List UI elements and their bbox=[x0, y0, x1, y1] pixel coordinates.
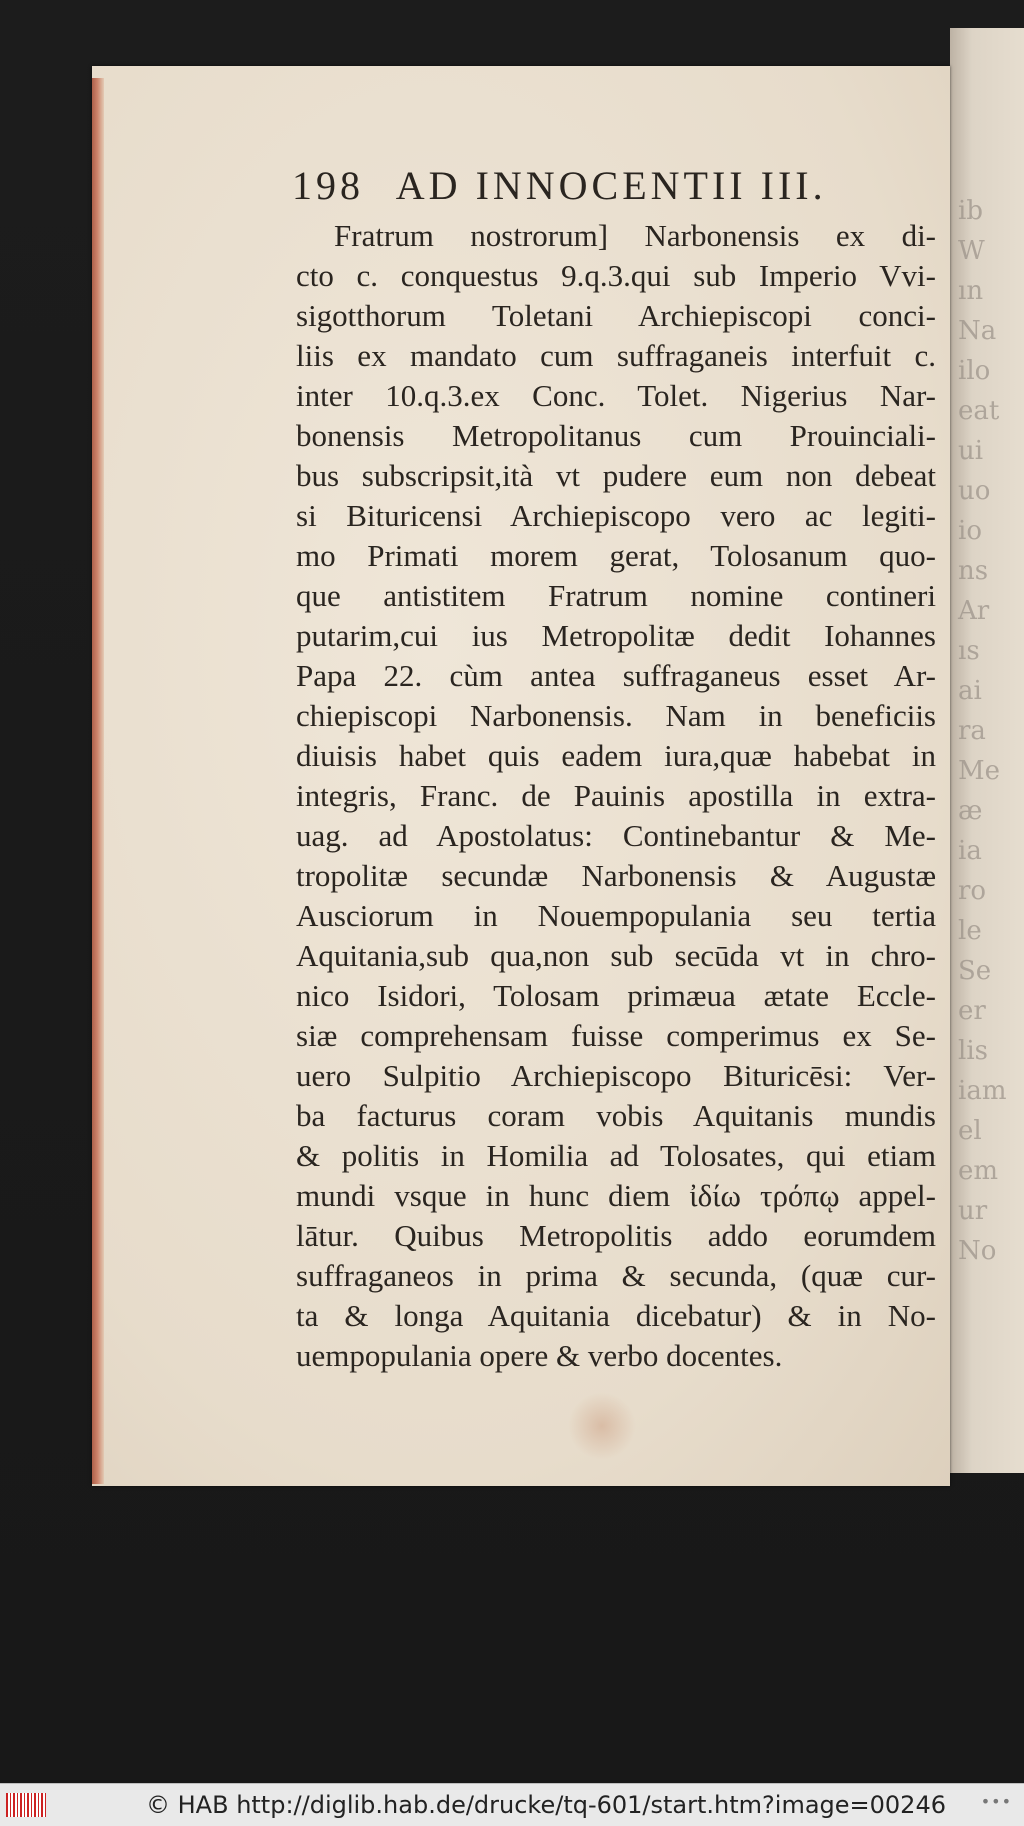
facing-page-fragment: No bbox=[958, 1236, 997, 1266]
paper-stain bbox=[568, 1392, 636, 1460]
text-line: Aquitania,sub qua,non sub secūda vt in chro- bbox=[296, 938, 936, 973]
facing-page-fragment: ns bbox=[958, 556, 989, 586]
facing-page-fragment: eat bbox=[958, 396, 1000, 426]
facing-page-fragment: el bbox=[958, 1116, 982, 1146]
text-line: uero Sulpitio Archiepiscopo Bituricēsi: Ver- bbox=[296, 1058, 936, 1093]
facing-page-fragment: æ bbox=[958, 796, 983, 826]
footer-bar bbox=[0, 1783, 1024, 1826]
facing-page-fragment: W bbox=[958, 236, 985, 266]
text-line: que antistitem Fratrum nomine contineri bbox=[296, 578, 936, 613]
facing-page-fragment: le bbox=[958, 916, 982, 946]
text-line: bus subscripsit,ità vt pudere eum non debeat bbox=[296, 458, 936, 493]
facing-page-fragment: ur bbox=[958, 1196, 988, 1226]
text-line: mo Primati morem gerat, Tolosanum quo- bbox=[296, 538, 936, 573]
text-line: & politis in Homilia ad Tolosates, qui etiam bbox=[296, 1138, 936, 1173]
text-line: Papa 22. cùm antea suffraganeus esset Ar- bbox=[296, 658, 936, 693]
facing-page-fragment: ın bbox=[958, 276, 984, 306]
text-line: Ausciorum in Nouempopulania seu tertia bbox=[296, 898, 936, 933]
text-line: si Bituricensi Archiepiscopo vero ac legiti- bbox=[296, 498, 936, 533]
running-header bbox=[292, 162, 872, 212]
facing-page-fragment: Ar bbox=[958, 596, 990, 626]
running-title: AD INNOCENTII III. bbox=[395, 163, 827, 208]
facing-page-fragment: io bbox=[958, 516, 982, 546]
facing-page-fragment: er bbox=[958, 996, 986, 1026]
text-line: bonensis Metropolitanus cum Prouinciali- bbox=[296, 418, 936, 453]
facing-page-fragment: Me bbox=[958, 756, 1001, 786]
facing-page-fragment: ro bbox=[958, 876, 987, 906]
text-line: Fratrum nostrorum] Narbonensis ex di- bbox=[334, 218, 936, 253]
text-line: lātur. Quibus Metropolitis addo eorumdem bbox=[296, 1218, 936, 1253]
more-options-icon[interactable]: ••• bbox=[980, 1792, 1012, 1811]
text-line: integris, Franc. de Pauinis apostilla in extra- bbox=[296, 778, 936, 813]
text-line: ta & longa Aquitania dicebatur) & in No- bbox=[296, 1298, 936, 1333]
text-line: suffraganeos in prima & secunda, (quæ cur- bbox=[296, 1258, 936, 1293]
text-line: sigotthorum Toletani Archiepiscopi conci- bbox=[296, 298, 936, 333]
facing-page-fragment: ia bbox=[958, 836, 982, 866]
body-text bbox=[296, 216, 936, 1376]
facing-page-fragment: uo bbox=[958, 476, 991, 506]
text-line: uag. ad Apostolatus: Continebantur & Me- bbox=[296, 818, 936, 853]
facing-page-fragment: ıs bbox=[958, 636, 980, 666]
facing-page-fragment: ib bbox=[958, 196, 983, 226]
facing-page-fragment: ui bbox=[958, 436, 984, 466]
text-line: tropolitæ secundæ Narbonensis & Augustæ bbox=[296, 858, 936, 893]
text-line: putarim,cui ius Metropolitæ dedit Iohannes bbox=[296, 618, 936, 653]
text-line: chiepiscopi Narbonensis. Nam in beneficiis bbox=[296, 698, 936, 733]
page-number: 198 bbox=[292, 163, 364, 208]
text-line: liis ex mandato cum suffraganeis interfuit c. bbox=[296, 338, 936, 373]
text-line: inter 10.q.3.ex Conc. Tolet. Nigerius Nar- bbox=[296, 378, 936, 413]
page-edge bbox=[92, 78, 104, 1484]
text-line: uempopulania opere & verbo docentes. bbox=[296, 1338, 783, 1373]
text-line: diuisis habet quis eadem iura,quæ habebat in bbox=[296, 738, 936, 773]
text-line: cto c. conquestus 9.q.3.qui sub Imperio Vvi- bbox=[296, 258, 936, 293]
facing-page-fragment: ra bbox=[958, 716, 986, 746]
facing-page-fragment: iam bbox=[958, 1076, 1007, 1106]
text-line: ba facturus coram vobis Aquitanis mundis bbox=[296, 1098, 936, 1133]
hab-logo-icon bbox=[6, 1793, 46, 1817]
facing-page-fragment: Se bbox=[958, 956, 992, 986]
facing-page-fragment: ilo bbox=[958, 356, 991, 386]
text-line: siæ comprehensam fuisse comperimus ex Se- bbox=[296, 1018, 936, 1053]
copyright-link[interactable]: © HAB http://diglib.hab.de/drucke/tq-601/start.htm?image=00246 bbox=[146, 1791, 946, 1819]
facing-page-fragment: ai bbox=[958, 676, 982, 706]
facing-page-fragment: em bbox=[958, 1156, 999, 1186]
facing-page bbox=[950, 28, 1024, 1473]
text-line: nico Isidori, Tolosam primæua ætate Eccle- bbox=[296, 978, 936, 1013]
facing-page-fragment: lis bbox=[958, 1036, 988, 1066]
text-line: mundi vsque in hunc diem ἰδίω τρόπῳ appel- bbox=[296, 1178, 936, 1213]
facing-page-fragment: Na bbox=[958, 316, 997, 346]
